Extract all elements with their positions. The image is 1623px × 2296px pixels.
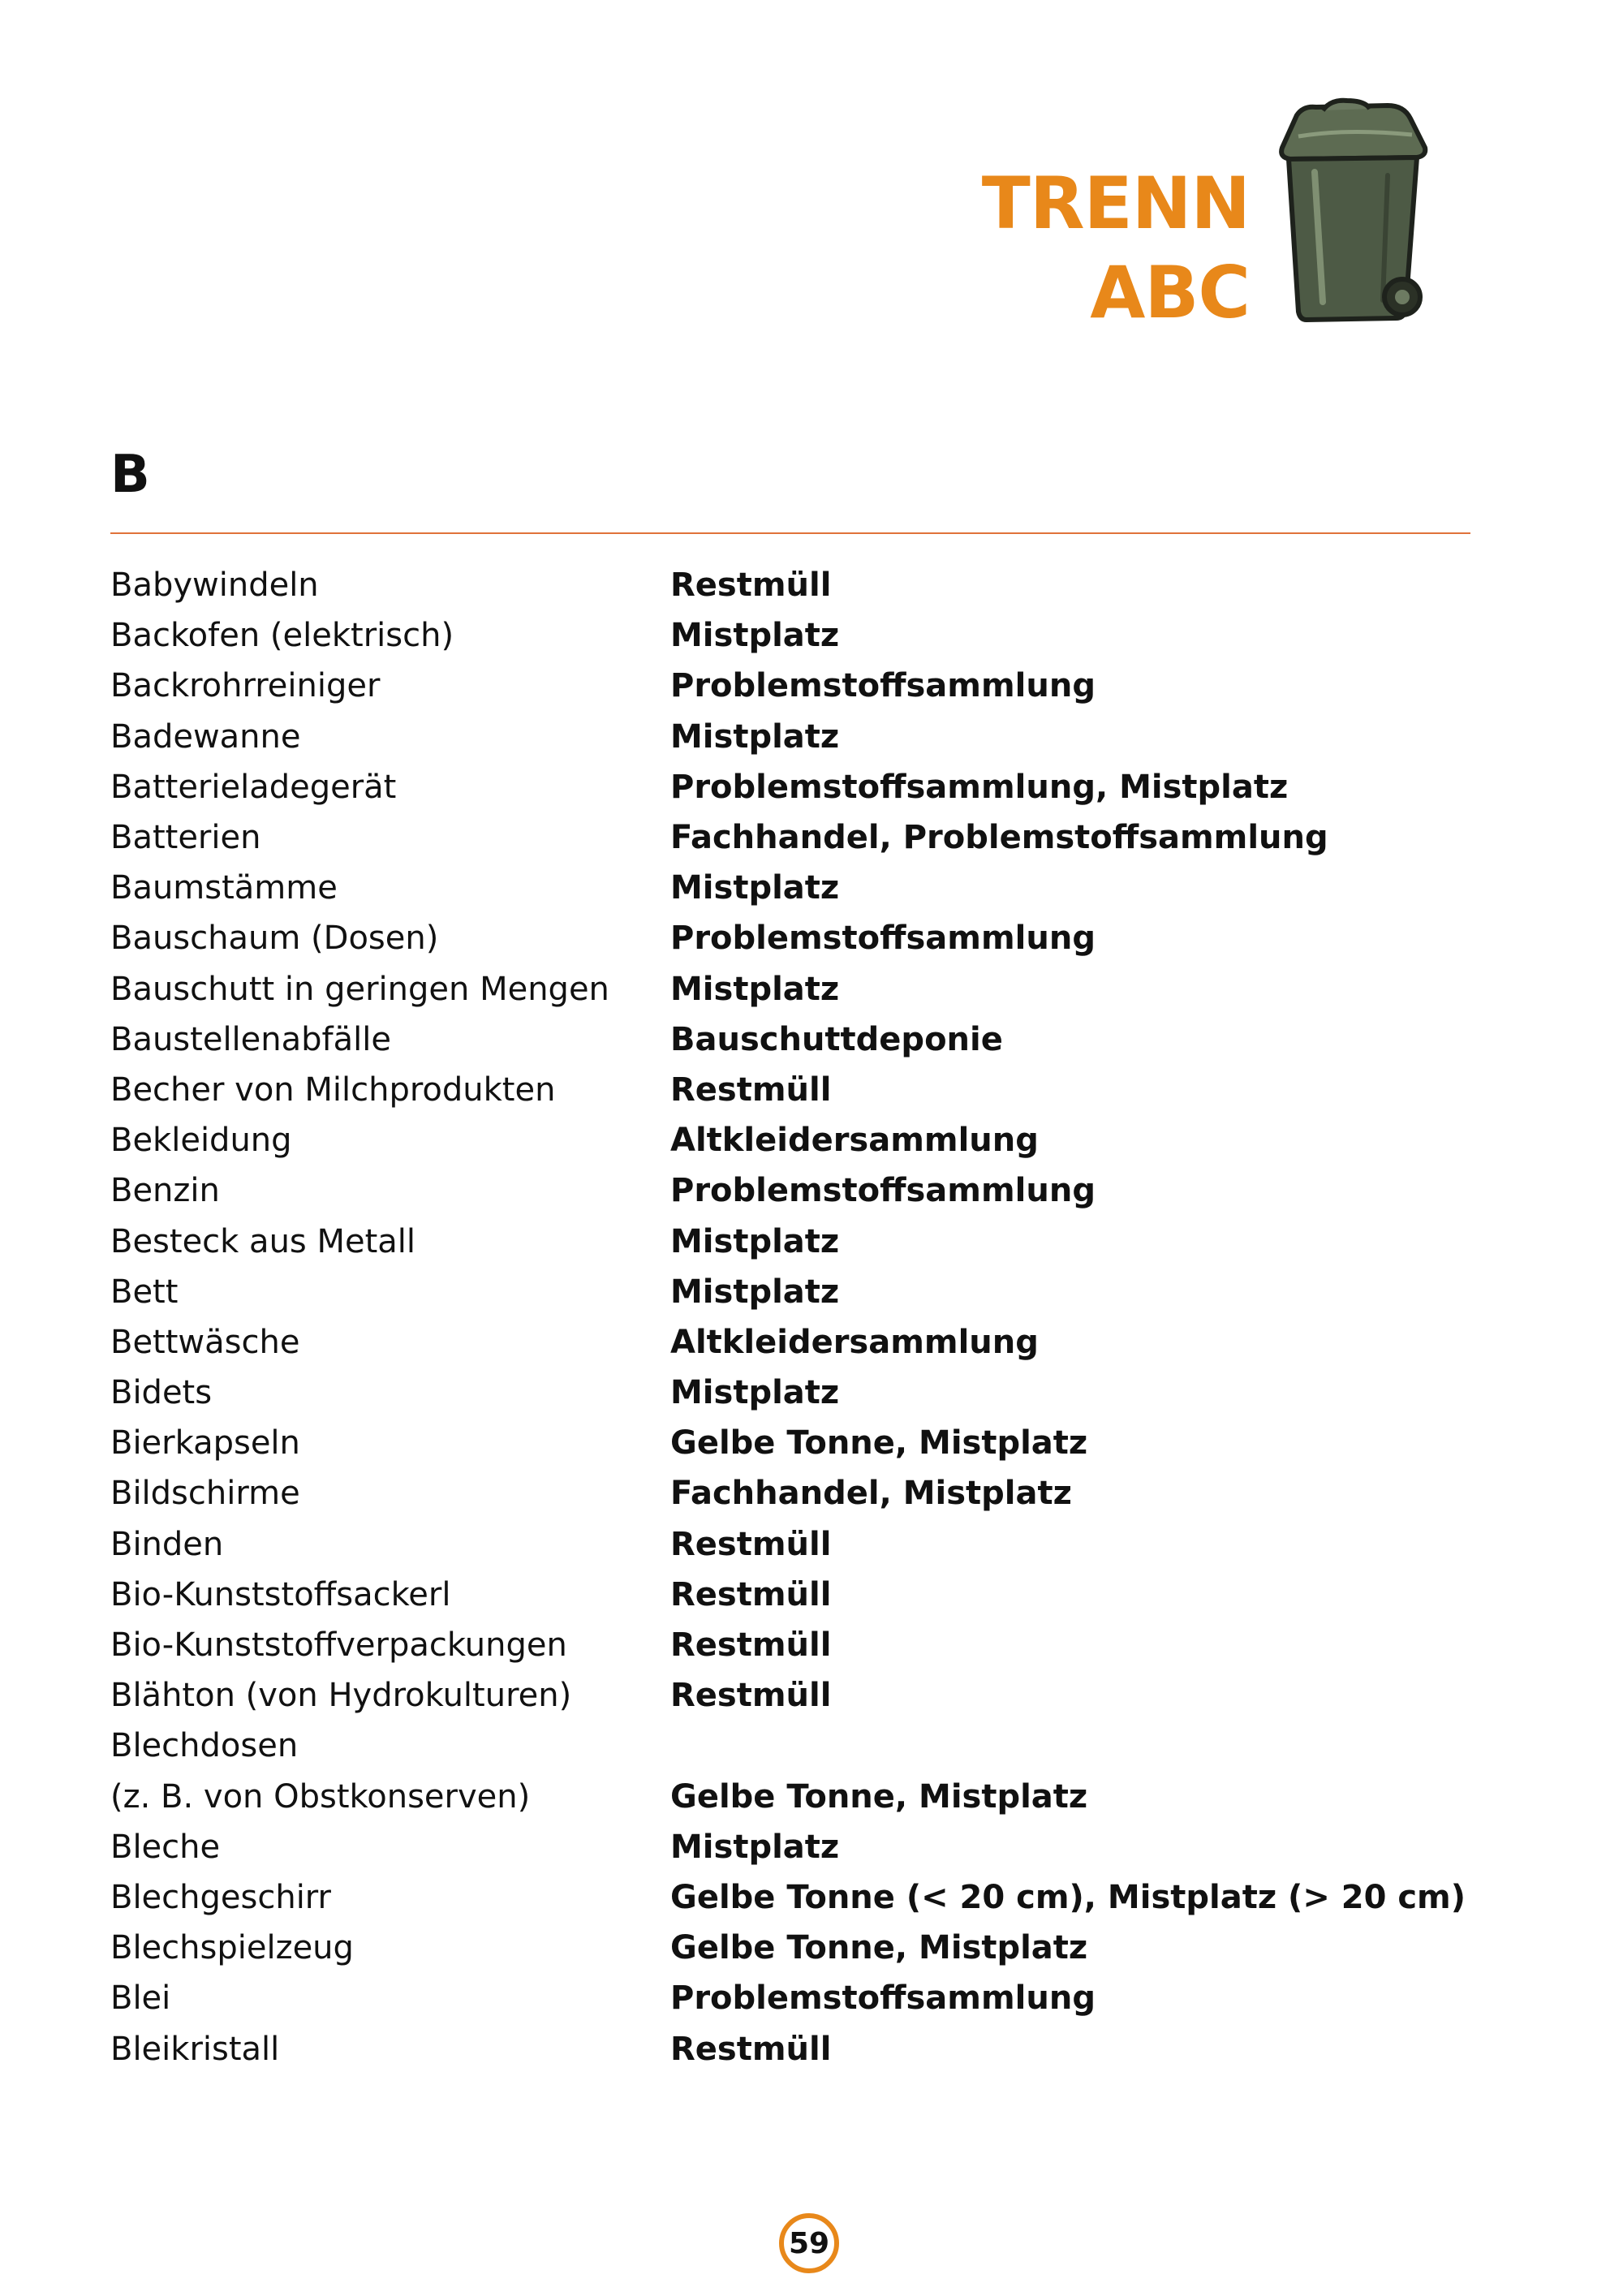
disposal-method: Fachhandel, Mistplatz xyxy=(670,1475,1072,1513)
list-item xyxy=(110,1772,1490,1822)
disposal-method: Gelbe Tonne, Mistplatz xyxy=(670,1929,1088,1967)
disposal-method: Gelbe Tonne, Mistplatz xyxy=(670,1777,1088,1816)
disposal-method: Restmüll xyxy=(670,566,832,605)
item-name: Bekleidung xyxy=(110,1122,292,1160)
page-number: 59 xyxy=(779,2213,839,2273)
list-item xyxy=(110,1317,1490,1368)
list-item xyxy=(110,964,1490,1014)
list-item xyxy=(110,1973,1490,2023)
list-item xyxy=(110,1872,1490,1923)
list-item xyxy=(110,661,1490,711)
item-name: Benzin xyxy=(110,1172,220,1210)
disposal-method: Mistplatz xyxy=(670,1273,840,1311)
item-name: Blechdosen xyxy=(110,1727,299,1765)
item-name: Badewanne xyxy=(110,717,301,756)
item-name: (z. B. von Obstkonserven) xyxy=(110,1777,531,1816)
item-name: Bettwäsche xyxy=(110,1323,300,1361)
item-name: Bildschirme xyxy=(110,1475,300,1513)
item-name: Blechgeschirr xyxy=(110,1878,331,1916)
list-item xyxy=(110,1822,1490,1872)
item-name: Baustellenabfälle xyxy=(110,1020,391,1058)
disposal-method: Mistplatz xyxy=(670,1222,840,1260)
waste-bin-icon xyxy=(1266,97,1428,333)
item-name: Bierkapseln xyxy=(110,1424,300,1462)
list-item xyxy=(110,812,1490,863)
disposal-method: Mistplatz xyxy=(670,1374,840,1412)
section-letter: B xyxy=(110,445,150,505)
disposal-method: Restmüll xyxy=(670,1070,832,1109)
waste-sorting-list xyxy=(110,560,1490,2074)
list-item xyxy=(110,610,1490,661)
bin-lid xyxy=(1281,101,1425,159)
disposal-method: Altkleidersammlung xyxy=(670,1122,1039,1160)
disposal-method: Gelbe Tonne, Mistplatz xyxy=(670,1424,1088,1462)
item-name: Blei xyxy=(110,1979,171,2018)
disposal-method: Gelbe Tonne (< 20 cm), Mistplatz (> 20 cm) xyxy=(670,1878,1466,1916)
item-name: Bio-Kunststoffverpackungen xyxy=(110,1626,567,1665)
item-name: Bauschutt in geringen Mengen xyxy=(110,970,609,1008)
disposal-method: Problemstoffsammlung, Mistplatz xyxy=(670,768,1289,806)
disposal-method: Mistplatz xyxy=(670,970,840,1008)
list-item xyxy=(110,712,1490,762)
list-item xyxy=(110,1468,1490,1518)
item-name: Blähton (von Hydrokulturen) xyxy=(110,1677,572,1715)
bin-wheel xyxy=(1384,279,1420,315)
item-name: Backrohrreiniger xyxy=(110,667,381,705)
disposal-method: Mistplatz xyxy=(670,717,840,756)
disposal-method: Mistplatz xyxy=(670,1828,840,1866)
list-item xyxy=(110,1670,1490,1721)
section-divider xyxy=(110,532,1470,534)
list-item xyxy=(110,762,1490,812)
item-name: Blechspielzeug xyxy=(110,1929,354,1967)
page-title: TRENN ABC xyxy=(981,162,1250,334)
disposal-method: Problemstoffsammlung xyxy=(670,920,1096,958)
disposal-method: Problemstoffsammlung xyxy=(670,1172,1096,1210)
disposal-method: Restmüll xyxy=(670,1677,832,1715)
list-item xyxy=(110,1570,1490,1620)
list-item xyxy=(110,1418,1490,1468)
disposal-method: Mistplatz xyxy=(670,617,840,655)
list-item xyxy=(110,913,1490,963)
disposal-method: Bauschuttdeponie xyxy=(670,1020,1003,1058)
disposal-method: Restmüll xyxy=(670,1626,832,1665)
item-name: Bio-Kunststoffsackerl xyxy=(110,1575,451,1613)
disposal-method: Mistplatz xyxy=(670,869,840,907)
disposal-method: Restmüll xyxy=(670,1525,832,1563)
list-item xyxy=(110,1923,1490,1973)
item-name: Bleche xyxy=(110,1828,221,1866)
list-item xyxy=(110,560,1490,610)
disposal-method: Altkleidersammlung xyxy=(670,1323,1039,1361)
list-item xyxy=(110,1519,1490,1570)
list-item xyxy=(110,1065,1490,1115)
item-name: Baumstämme xyxy=(110,869,338,907)
list-item xyxy=(110,1267,1490,1317)
disposal-method: Problemstoffsammlung xyxy=(670,1979,1096,2018)
list-item xyxy=(110,1721,1490,1771)
item-name: Binden xyxy=(110,1525,224,1563)
item-name: Becher von Milchprodukten xyxy=(110,1070,556,1109)
list-item xyxy=(110,1014,1490,1065)
item-name: Bett xyxy=(110,1273,179,1311)
list-item xyxy=(110,1165,1490,1216)
disposal-method: Restmüll xyxy=(670,1575,832,1613)
list-item xyxy=(110,863,1490,913)
item-name: Bidets xyxy=(110,1374,213,1412)
item-name: Bauschaum (Dosen) xyxy=(110,920,439,958)
disposal-method: Problemstoffsammlung xyxy=(670,667,1096,705)
list-item xyxy=(110,2023,1490,2074)
disposal-method: Restmüll xyxy=(670,2030,832,2068)
disposal-method: Fachhandel, Problemstoffsammlung xyxy=(670,819,1328,857)
item-name: Batterien xyxy=(110,819,261,857)
list-item xyxy=(110,1368,1490,1418)
list-item xyxy=(110,1620,1490,1670)
item-name: Batterieladegerät xyxy=(110,768,397,806)
item-name: Babywindeln xyxy=(110,566,319,605)
item-name: Bleikristall xyxy=(110,2030,280,2068)
item-name: Backofen (elektrisch) xyxy=(110,617,454,655)
item-name: Besteck aus Metall xyxy=(110,1222,416,1260)
list-item xyxy=(110,1216,1490,1266)
list-item xyxy=(110,1115,1490,1165)
